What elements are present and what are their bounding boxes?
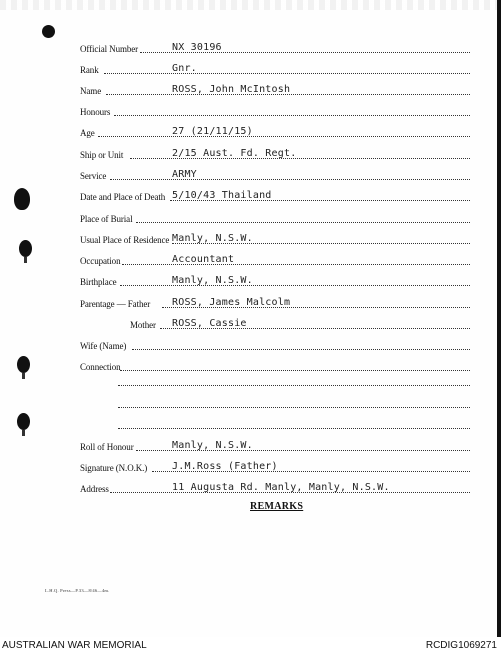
official-number-value: NX 30196: [172, 42, 222, 53]
remarks-heading: REMARKS: [250, 501, 304, 512]
rank-label: Rank: [80, 65, 99, 75]
blank-dotted-line: [118, 407, 470, 408]
blank-dotted-line: [118, 428, 470, 429]
burial-label: Place of Burial: [80, 214, 133, 224]
father-label: Parentage — Father: [80, 299, 151, 309]
dotted-line: [136, 222, 470, 223]
death-label: Date and Place of Death: [80, 192, 166, 202]
birthplace-label: Birthplace: [80, 277, 117, 287]
ship-or-unit-row: [80, 148, 470, 160]
residence-label: Usual Place of Residence: [80, 235, 170, 245]
age-value: 27 (21/11/15): [172, 126, 253, 137]
birthplace-row: [80, 275, 470, 287]
service-row: [80, 169, 470, 181]
signature-label: Signature (N.O.K.): [80, 463, 148, 473]
official-number-label: Official Number: [80, 44, 139, 54]
punch-hole-icon: [17, 356, 30, 373]
burial-row: [80, 212, 470, 224]
rank-row: [80, 63, 470, 75]
death-row: [80, 190, 470, 202]
ship-or-unit-value: 2/15 Aust. Fd. Regt.: [172, 148, 297, 159]
connection-row: [80, 360, 470, 372]
service-value: ARMY: [172, 169, 197, 180]
dotted-line: [132, 349, 470, 350]
punch-hole-icon: [19, 240, 32, 257]
wife-row: [80, 339, 470, 351]
mother-label: Mother: [130, 320, 156, 330]
address-row: [80, 482, 470, 494]
address-label: Address: [80, 484, 109, 494]
punch-hole-icon: [42, 25, 55, 38]
father-row: [80, 297, 470, 309]
signature-row: [80, 461, 470, 473]
roll-of-honour-label: Roll of Honour: [80, 442, 134, 452]
archive-source: AUSTRALIAN WAR MEMORIAL: [2, 640, 147, 651]
honours-row: [80, 105, 470, 117]
father-value: ROSS, James Malcolm: [172, 297, 291, 308]
name-row: [80, 84, 470, 96]
service-label: Service: [80, 171, 107, 181]
blank-dotted-line: [118, 385, 470, 386]
official-number-row: [80, 42, 470, 54]
mother-row: [80, 318, 470, 330]
occupation-label: Occupation: [80, 256, 121, 266]
punch-hole-icon: [17, 413, 30, 430]
death-value: 5/10/43 Thailand: [172, 190, 272, 201]
signature-value: J.M.Ross (Father): [172, 461, 278, 472]
name-label: Name: [80, 86, 102, 96]
scan-edge: [0, 0, 497, 10]
printer-note: L.H.Q. Press—P.33—8/46—4m.: [45, 588, 110, 593]
mother-value: ROSS, Cassie: [172, 318, 247, 329]
name-value: ROSS, John McIntosh: [172, 84, 291, 95]
ship-or-unit-label: Ship or Unit: [80, 150, 124, 160]
occupation-row: [80, 254, 470, 266]
birthplace-value: Manly, N.S.W.: [172, 275, 253, 286]
dotted-line: [114, 115, 470, 116]
occupation-value: Accountant: [172, 254, 235, 265]
archive-footer: [0, 637, 501, 653]
connection-label: Connection: [80, 362, 121, 372]
dotted-line: [120, 370, 470, 371]
wife-label: Wife (Name): [80, 341, 127, 351]
archive-id: RCDIG1069271: [425, 640, 497, 651]
dotted-line: [110, 179, 470, 180]
address-value: 11 Augusta Rd. Manly, Manly, N.S.W.: [172, 482, 390, 493]
dotted-line: [104, 73, 470, 74]
age-row: [80, 126, 470, 138]
punch-hole-icon: [14, 188, 30, 210]
age-label: Age: [80, 128, 95, 138]
roll-of-honour-row: [80, 440, 470, 452]
dotted-line: [98, 136, 470, 137]
residence-value: Manly, N.S.W.: [172, 233, 253, 244]
residence-row: [80, 233, 470, 245]
honours-label: Honours: [80, 107, 111, 117]
roll-of-honour-value: Manly, N.S.W.: [172, 440, 253, 451]
rank-value: Gnr.: [172, 63, 197, 74]
